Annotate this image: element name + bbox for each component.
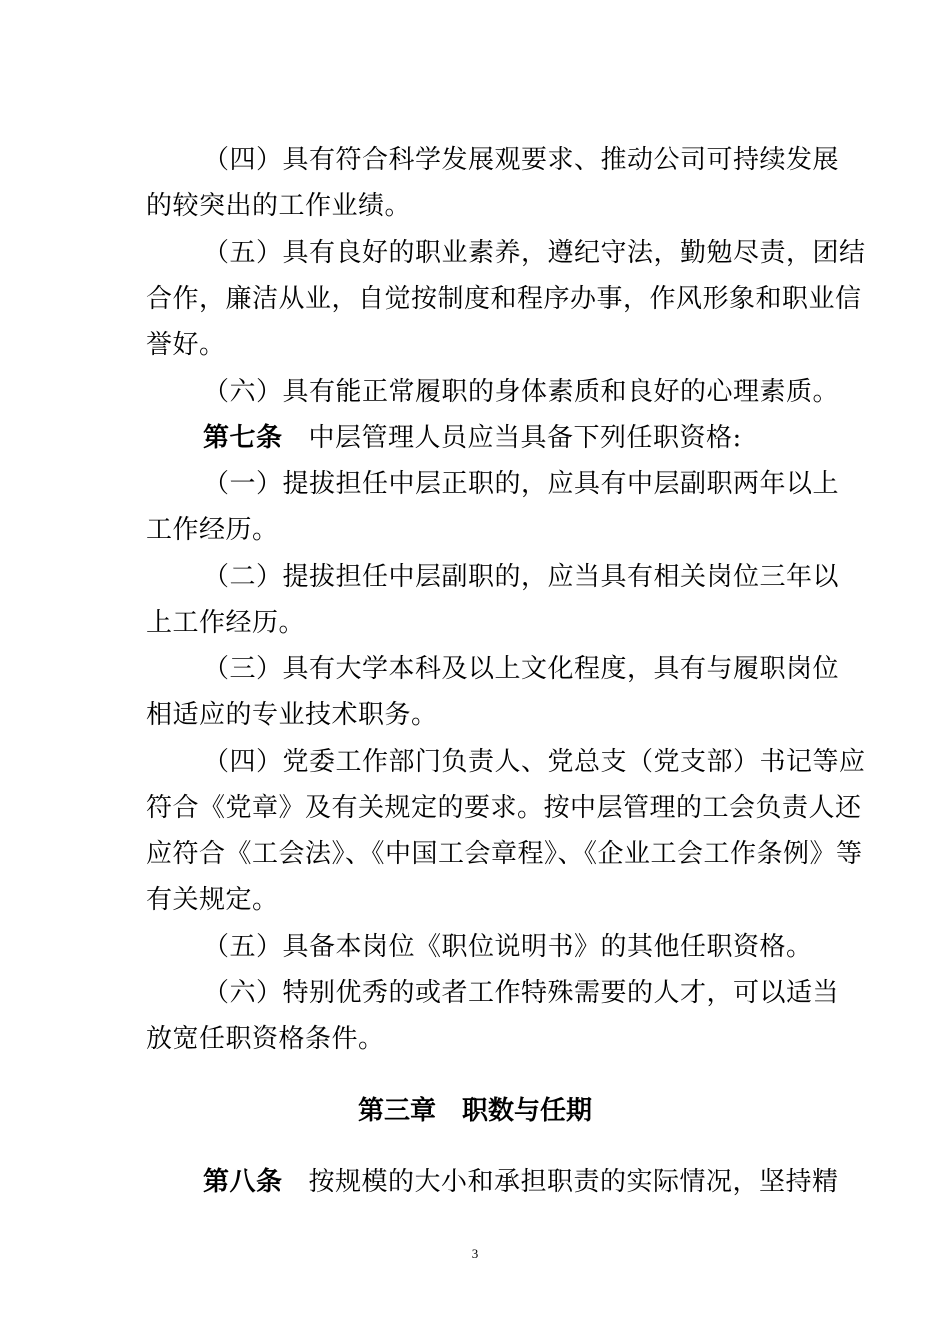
paragraph-line: 放宽任职资格条件。 — [146, 1024, 385, 1054]
paragraph-line: （三）具有大学本科及以上文化程度，具有与履职岗位 — [203, 654, 840, 684]
page-number: 3 — [471, 1246, 479, 1261]
paragraph-line: 工作经历。 — [146, 515, 279, 545]
paragraph-line: 合作，廉洁从业，自觉按制度和程序办事，作风形象和职业信 — [146, 284, 862, 314]
paragraph-line: （四）具有符合科学发展观要求、推动公司可持续发展 — [203, 145, 840, 175]
paragraph-line: 应符合《工会法》、《中国工会章程》、《企业工会工作条例》等 — [146, 839, 863, 869]
paragraph-line: 符合《党章》及有关规定的要求。按中层管理的工会负责人还 — [146, 793, 862, 823]
paragraph-line: （五）具备本岗位《职位说明书》的其他任职资格。 — [203, 932, 813, 962]
article-8-heading: 第八条 — [203, 1167, 283, 1197]
paragraph-line: （四）党委工作部门负责人、党总支（党支部）书记等应 — [203, 747, 866, 777]
article-8-text: 按规模的大小和承担职责的实际情况，坚持精 — [308, 1167, 839, 1197]
paragraph-line: 誉好。 — [146, 330, 226, 360]
paragraph-line: 有关规定。 — [146, 885, 279, 915]
paragraph-line: （六）具有能正常履职的身体素质和良好的心理素质。 — [203, 377, 840, 407]
paragraph-line: （六）特别优秀的或者工作特殊需要的人才，可以适当 — [203, 978, 840, 1008]
article-7-text: 中层管理人员应当具备下列任职资格: — [308, 423, 742, 453]
article-7-intro — [203, 421, 742, 455]
paragraph-line: （二）提拔担任中层副职的，应当具有相关岗位三年以 — [203, 562, 840, 592]
chapter-title: 第三章 职数与任期 — [357, 1096, 592, 1126]
paragraph-line: 的较突出的工作业绩。 — [146, 191, 412, 221]
article-7-heading: 第七条 — [203, 423, 283, 453]
paragraph-line: 上工作经历。 — [146, 608, 306, 638]
article-8-intro — [203, 1165, 839, 1199]
paragraph-line: （五）具有良好的职业素养，遵纪守法，勤勉尽责，团结 — [203, 238, 866, 268]
paragraph-line: 相适应的专业技术职务。 — [146, 700, 438, 730]
paragraph-line: （一）提拔担任中层正职的，应具有中层副职两年以上 — [203, 469, 840, 499]
